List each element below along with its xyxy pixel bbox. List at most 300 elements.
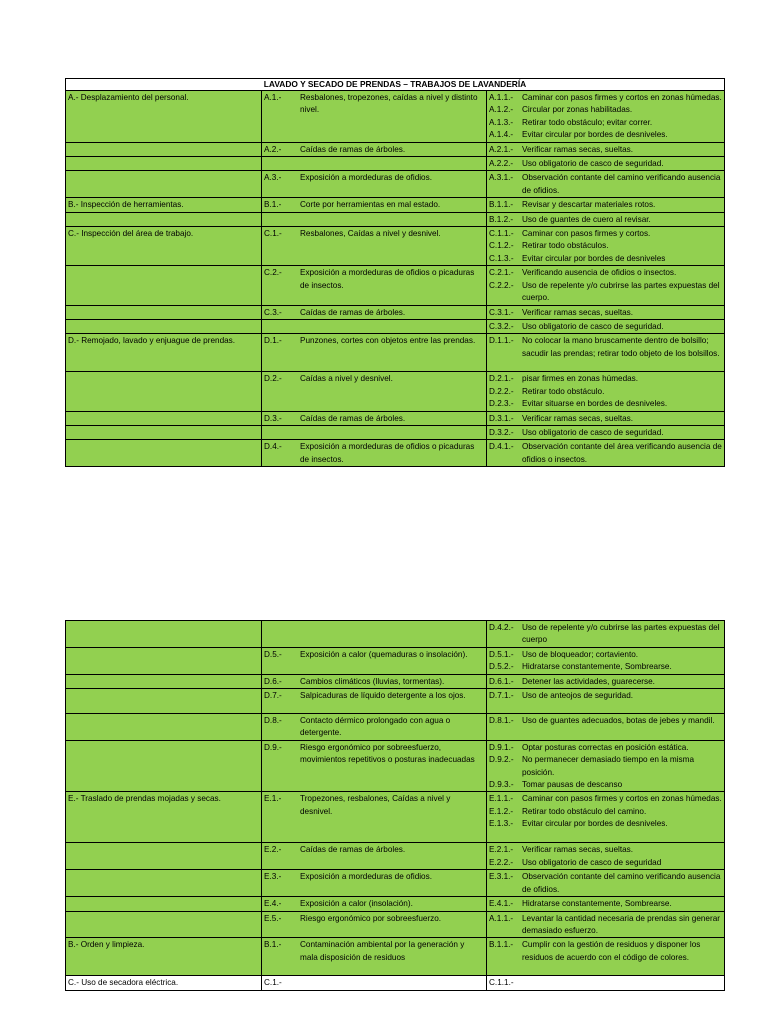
risk-code: D.5.- — [264, 649, 282, 659]
controls-cell — [487, 266, 725, 305]
table-row — [66, 198, 725, 212]
activity-cell — [66, 91, 262, 143]
control-code: D.9.1.- — [489, 742, 514, 752]
risk-text: Riesgo ergonómico por sobreesfuerzo. — [300, 913, 442, 923]
risk-item — [264, 898, 484, 910]
risk-item — [264, 742, 484, 767]
risk-text: Punzones, cortes con objetos entre las prendas. — [300, 336, 476, 346]
risk-text — [300, 977, 484, 989]
control-code: E.2.2.- — [489, 857, 514, 867]
activity-cell — [66, 740, 262, 792]
controls-cell — [487, 440, 725, 467]
controls-cell — [487, 142, 725, 156]
activity-cell — [66, 411, 262, 425]
risk-text: Resbalones, tropezones, caídas a nivel y distinto nivel. — [300, 93, 478, 115]
control-text: Levantar la cantidad necesaria de prendas sin generar demasiado esfuerzo. — [522, 913, 720, 935]
control-code: D.1.1.- — [489, 336, 514, 346]
table-row — [66, 897, 725, 911]
control-code: C.2.1.- — [489, 268, 514, 278]
risk-code: B.1.- — [264, 200, 282, 210]
control-code: C.1.2.- — [489, 241, 514, 251]
control-text: Evitar situarse en bordes de desniveles. — [522, 399, 668, 409]
risk-text: Tropezones, resbalones, Caídas a nivel y desnivel. — [300, 794, 451, 816]
table-row — [66, 157, 725, 171]
control-code: A.1.1.- — [489, 913, 514, 923]
risk-code: E.3.- — [264, 872, 282, 882]
control-item — [489, 413, 722, 425]
risk-cell — [262, 212, 487, 226]
risk-table-top-body — [66, 79, 725, 467]
control-code: E.1.3.- — [489, 819, 514, 829]
control-code: E.4.1.- — [489, 899, 514, 909]
risk-table-bottom — [65, 620, 725, 991]
risk-text: Exposición a mordeduras de ofidios o picaduras de insectos. — [300, 268, 475, 290]
control-item — [489, 267, 722, 279]
table-row — [66, 740, 725, 792]
risk-text: Corte por herramientas en mal estado. — [300, 200, 441, 210]
table-row — [66, 171, 725, 198]
risk-code: D.7.- — [264, 691, 282, 701]
risk-item — [264, 335, 484, 347]
risk-text: Riesgo ergonómico por sobreesfuerzo, movimientos repetitivos o posturas inadecuadas — [300, 742, 475, 765]
activity-cell — [66, 305, 262, 319]
table-row — [66, 334, 725, 372]
controls-cell — [487, 319, 725, 333]
activity-cell — [66, 157, 262, 171]
risk-text: Caídas de ramas de árboles. — [300, 845, 406, 855]
control-code: D.2.2.- — [489, 386, 514, 396]
activity-cell — [66, 689, 262, 714]
control-item — [489, 253, 722, 265]
control-item — [489, 754, 722, 779]
activity-cell — [66, 897, 262, 911]
risk-code: D.4.- — [264, 442, 282, 452]
control-text: Verificar ramas secas, sueltas. — [522, 307, 634, 317]
control-text: Verificar ramas secas, sueltas. — [522, 845, 634, 855]
risk-item — [264, 690, 484, 702]
control-code: D.5.2.- — [489, 662, 514, 672]
risk-text: Cambios climáticos (lluvias, tormentas). — [300, 676, 445, 686]
control-item — [489, 214, 722, 226]
control-text: Caminar con pasos firmes y cortos en zonas húmedas. — [522, 794, 722, 804]
risk-cell — [262, 157, 487, 171]
controls-cell — [487, 689, 725, 714]
control-item — [489, 129, 722, 141]
risk-code: D.6.- — [264, 676, 282, 686]
control-item — [489, 335, 722, 360]
control-item — [489, 117, 722, 129]
control-item — [489, 715, 722, 727]
activity-text: A.- Desplazamiento del personal. — [68, 93, 189, 102]
activity-cell — [66, 938, 262, 976]
risk-cell — [262, 266, 487, 305]
control-item — [489, 427, 722, 439]
risk-item — [264, 844, 484, 856]
risk-text: Resbalones, Caídas a nivel y desnivel. — [300, 229, 441, 239]
control-item — [489, 441, 722, 466]
risk-code: C.2.- — [264, 268, 282, 278]
activity-text: B.- Inspección de herramientas. — [68, 200, 184, 210]
control-code: A.1.1.- — [489, 93, 514, 102]
control-item — [489, 844, 722, 856]
risk-table-top — [65, 78, 725, 467]
control-code: D.6.1.- — [489, 676, 514, 686]
control-code: E.1.1.- — [489, 794, 514, 804]
table-row — [66, 911, 725, 938]
table-title-row — [66, 79, 725, 91]
activity-text: D.- Remojado, lavado y enjuague de prendas. — [68, 336, 236, 346]
controls-cell — [487, 792, 725, 843]
control-code: C.1.1.- — [489, 229, 514, 239]
risk-code: A.3.- — [264, 173, 282, 183]
risk-item — [264, 199, 484, 211]
risk-code: E.1.- — [264, 794, 282, 804]
control-text: Retirar todo obstáculos. — [522, 241, 609, 251]
control-code: D.4.1.- — [489, 442, 514, 452]
controls-cell — [487, 212, 725, 226]
activity-text: C.- Inspección del área de trabajo. — [68, 229, 194, 239]
control-text: Uso obligatorio de casco de seguridad. — [522, 321, 664, 331]
risk-text: Salpicaduras de líquido detergente a los ojos. — [300, 691, 466, 701]
risk-item — [264, 413, 484, 425]
table-row — [66, 91, 725, 143]
table-row — [66, 621, 725, 648]
risk-cell — [262, 897, 487, 911]
control-text: Uso de guantes de cuero al revisar. — [522, 214, 651, 224]
control-code: A.1.4.- — [489, 130, 514, 140]
table-row — [66, 792, 725, 843]
risk-code: A.2.- — [264, 144, 282, 154]
control-code: B.1.2.- — [489, 214, 514, 224]
risk-cell — [262, 689, 487, 714]
control-text: Hidratarse constantemente, Sombrearse. — [522, 899, 672, 909]
activity-cell — [66, 266, 262, 305]
risk-code: D.8.- — [264, 716, 282, 726]
risk-item — [264, 92, 484, 117]
controls-cell — [487, 91, 725, 143]
risk-cell — [262, 647, 487, 674]
risk-cell — [262, 411, 487, 425]
control-item — [489, 172, 722, 197]
risk-item — [264, 267, 484, 292]
risk-text: Exposición a calor (insolación). — [300, 899, 413, 909]
control-text: Uso obligatorio de casco de seguridad. — [522, 427, 664, 437]
activity-text: E.- Traslado de prendas mojadas y secas. — [68, 794, 221, 804]
risk-item — [264, 649, 484, 661]
control-text: Uso obligatorio de casco de seguridad — [522, 857, 662, 867]
risk-cell — [262, 792, 487, 843]
risk-cell — [262, 227, 487, 266]
risk-item — [264, 144, 484, 156]
control-item — [489, 898, 722, 910]
control-text — [522, 977, 722, 989]
activity-cell — [66, 674, 262, 688]
table-row — [66, 319, 725, 333]
control-item — [489, 280, 722, 305]
risk-item — [264, 715, 484, 740]
table-row — [66, 440, 725, 467]
risk-cell — [262, 674, 487, 688]
control-text: Retirar todo obstáculo; evitar correr. — [522, 117, 653, 127]
control-code: C.3.1.- — [489, 307, 514, 317]
table-row — [66, 142, 725, 156]
control-text: Hidratarse constantemente, Sombrearse. — [522, 662, 672, 672]
activity-cell — [66, 425, 262, 439]
control-code: D.3.2.- — [489, 427, 514, 437]
activity-cell — [66, 440, 262, 467]
control-text: Retirar todo obstáculo del camino. — [522, 806, 647, 816]
controls-cell — [487, 411, 725, 425]
control-text: No colocar la mano bruscamente dentro de bolsillo; sacudir las prendas; retirar todo objeto de los bolsillos. — [522, 336, 720, 358]
risk-cell — [262, 425, 487, 439]
control-code: C.2.2.- — [489, 280, 514, 290]
control-item — [489, 144, 722, 156]
table-row — [66, 212, 725, 226]
control-text: Optar posturas correctas en posición estática. — [522, 742, 689, 752]
risk-item — [264, 228, 484, 240]
risk-code: C.1.- — [264, 978, 282, 988]
risk-cell — [262, 198, 487, 212]
controls-cell — [487, 171, 725, 198]
control-code: D.5.1.- — [489, 649, 514, 659]
control-code: D.9.3.- — [489, 780, 514, 790]
table-row — [66, 714, 725, 741]
control-code: B.1.1.- — [489, 940, 514, 950]
control-item — [489, 690, 722, 702]
risk-item — [264, 913, 484, 925]
table-row — [66, 976, 725, 990]
control-item — [489, 857, 722, 869]
risk-cell — [262, 740, 487, 792]
risk-text: Caídas de ramas de árboles. — [300, 144, 406, 154]
control-item — [489, 622, 722, 647]
controls-cell — [487, 157, 725, 171]
control-code: D.8.1.- — [489, 716, 514, 726]
controls-cell — [487, 372, 725, 411]
controls-cell — [487, 870, 725, 897]
controls-cell — [487, 714, 725, 741]
table-row — [66, 266, 725, 305]
risk-item — [264, 977, 484, 989]
control-text: Uso de repelente y/o cubrirse las partes expuestas del cuerpo — [522, 623, 720, 645]
risk-cell — [262, 334, 487, 372]
control-text: Evitar circular por bordes de desniveles — [522, 253, 666, 263]
risk-cell — [262, 621, 487, 648]
activity-cell — [66, 171, 262, 198]
controls-cell — [487, 305, 725, 319]
risk-text: Caídas de ramas de árboles. — [300, 413, 406, 423]
control-text: Uso de guantes adecuados, botas de jebes y mandil. — [522, 716, 715, 726]
control-code: A.2.2.- — [489, 159, 514, 169]
risk-cell — [262, 319, 487, 333]
control-item — [489, 158, 722, 170]
table-row — [66, 689, 725, 714]
control-item — [489, 806, 722, 818]
control-item — [489, 871, 722, 896]
table-row — [66, 372, 725, 411]
table-row — [66, 938, 725, 976]
risk-item — [264, 871, 484, 883]
control-item — [489, 307, 722, 319]
controls-cell — [487, 911, 725, 938]
control-item — [489, 104, 722, 116]
risk-item — [264, 373, 484, 385]
controls-cell — [487, 425, 725, 439]
control-code: A.1.2.- — [489, 105, 514, 115]
activity-cell — [66, 870, 262, 897]
control-item — [489, 661, 722, 673]
activity-cell — [66, 334, 262, 372]
control-code: A.2.1.- — [489, 144, 514, 154]
control-text: Evitar circular por bordes de desniveles. — [522, 130, 668, 140]
risk-code: E.5.- — [264, 913, 282, 923]
control-text: Uso obligatorio de casco de seguridad. — [522, 159, 664, 169]
controls-cell — [487, 334, 725, 372]
control-code: E.1.2.- — [489, 806, 514, 816]
controls-cell — [487, 674, 725, 688]
table-title: LAVADO Y SECADO DE PRENDAS – TRABAJOS DE LAVANDERÍA — [66, 79, 725, 91]
activity-cell — [66, 647, 262, 674]
controls-cell — [487, 843, 725, 870]
risk-text: Caídas de ramas de árboles. — [300, 307, 406, 317]
controls-cell — [487, 740, 725, 792]
risk-cell — [262, 714, 487, 741]
control-text: Uso de bloqueador; cortaviento. — [522, 649, 639, 659]
activity-cell — [66, 621, 262, 648]
control-item — [489, 398, 722, 410]
risk-text: Exposición a mordeduras de ofidios. — [300, 872, 432, 882]
control-text: Uso de anteojos de seguridad. — [522, 691, 634, 701]
controls-cell — [487, 647, 725, 674]
control-code: C.3.2.- — [489, 321, 514, 331]
control-text: Evitar circular por bordes de desniveles. — [522, 819, 668, 829]
controls-cell — [487, 621, 725, 648]
control-item — [489, 373, 722, 385]
activity-text: B.- Orden y limpieza. — [68, 940, 145, 950]
control-item — [489, 977, 722, 989]
control-code: D.7.1.- — [489, 691, 514, 701]
control-item — [489, 321, 722, 333]
control-item — [489, 939, 722, 964]
risk-text: Contaminación ambiental por la generación y mala disposición de residuos — [300, 940, 465, 962]
risk-text: Exposición a mordeduras de ofidios. — [300, 173, 432, 183]
table-row — [66, 411, 725, 425]
activity-cell — [66, 142, 262, 156]
activity-cell — [66, 976, 262, 990]
control-text: Verificar ramas secas, sueltas. — [522, 144, 634, 154]
control-text: Retirar todo obstáculo. — [522, 386, 605, 396]
activity-cell — [66, 843, 262, 870]
control-item — [489, 386, 722, 398]
control-item — [489, 649, 722, 661]
control-text: Detener las actividades, guarecerse. — [522, 676, 655, 686]
control-item — [489, 742, 722, 754]
risk-code: B.1.- — [264, 940, 282, 950]
control-text: Caminar con pasos firmes y cortos. — [522, 229, 651, 239]
risk-cell — [262, 91, 487, 143]
control-code: C.1.1.- — [489, 978, 514, 988]
control-item — [489, 92, 722, 104]
control-code: D.9.2.- — [489, 755, 514, 765]
table-row — [66, 425, 725, 439]
control-code: E.2.1.- — [489, 845, 514, 855]
table-row — [66, 305, 725, 319]
control-text: Tomar pausas de descanso — [522, 780, 623, 790]
risk-item — [264, 793, 484, 818]
control-text: Caminar con pasos firmes y cortos en zonas húmedas. — [522, 93, 722, 102]
risk-table-bottom-body — [66, 621, 725, 991]
risk-cell — [262, 142, 487, 156]
activity-cell — [66, 714, 262, 741]
control-item — [489, 199, 722, 211]
control-text: Circular por zonas habilitadas. — [522, 105, 633, 115]
control-code: E.3.1.- — [489, 872, 514, 882]
risk-item — [264, 172, 484, 184]
control-text: Uso de repelente y/o cubrirse las partes expuestas del cuerpo. — [522, 280, 720, 303]
risk-text: Exposición a mordeduras de ofidios o picaduras de insectos. — [300, 442, 475, 464]
risk-cell — [262, 372, 487, 411]
control-item — [489, 913, 722, 938]
risk-cell — [262, 870, 487, 897]
risk-cell — [262, 911, 487, 938]
control-item — [489, 818, 722, 830]
control-code: A.1.3.- — [489, 117, 514, 127]
risk-cell — [262, 171, 487, 198]
control-text: Observación contante del área verificando ausencia de ofidios o insectos. — [522, 442, 722, 464]
risk-code: E.2.- — [264, 845, 282, 855]
control-code: A.3.1.- — [489, 173, 514, 183]
control-text: No permanecer demasiado tiempo en la misma posición. — [522, 755, 695, 777]
control-text: Verificando ausencia de ofidios o insectos. — [522, 268, 677, 278]
activity-cell — [66, 372, 262, 411]
risk-cell — [262, 305, 487, 319]
risk-text: Exposición a calor (quemaduras o insolación). — [300, 649, 468, 659]
control-code: B.1.1.- — [489, 200, 514, 210]
control-text: Revisar y descartar materiales rotos. — [522, 200, 656, 210]
control-code: D.2.1.- — [489, 374, 514, 384]
activity-cell — [66, 911, 262, 938]
risk-code: D.1.- — [264, 336, 282, 346]
risk-code: C.3.- — [264, 307, 282, 317]
control-text: Cumplir con la gestión de residuos y disponer los residuos de acuerdo con el código de colores. — [522, 940, 701, 962]
table-row — [66, 227, 725, 266]
control-item — [489, 793, 722, 805]
risk-text: Caídas a nivel y desnivel. — [300, 374, 393, 384]
control-item — [489, 228, 722, 240]
activity-cell — [66, 792, 262, 843]
risk-cell — [262, 843, 487, 870]
activity-cell — [66, 319, 262, 333]
control-text: Observación contante del camino verificando ausencia de ofidios. — [522, 173, 721, 195]
controls-cell — [487, 938, 725, 976]
activity-cell — [66, 198, 262, 212]
controls-cell — [487, 227, 725, 266]
activity-cell — [66, 212, 262, 226]
control-code: D.3.1.- — [489, 413, 514, 423]
table-row — [66, 843, 725, 870]
control-text: Observación contante del camino verificando ausencia de ofidios. — [522, 872, 721, 894]
table-row — [66, 647, 725, 674]
risk-code: D.9.- — [264, 742, 282, 752]
control-text: pisar firmes en zonas húmedas. — [522, 374, 639, 384]
control-text: Verificar ramas secas, sueltas. — [522, 413, 634, 423]
risk-item — [264, 939, 484, 964]
controls-cell — [487, 198, 725, 212]
risk-code: C.1.- — [264, 229, 282, 239]
risk-code: E.4.- — [264, 899, 282, 909]
control-code: D.2.3.- — [489, 399, 514, 409]
control-item — [489, 676, 722, 688]
